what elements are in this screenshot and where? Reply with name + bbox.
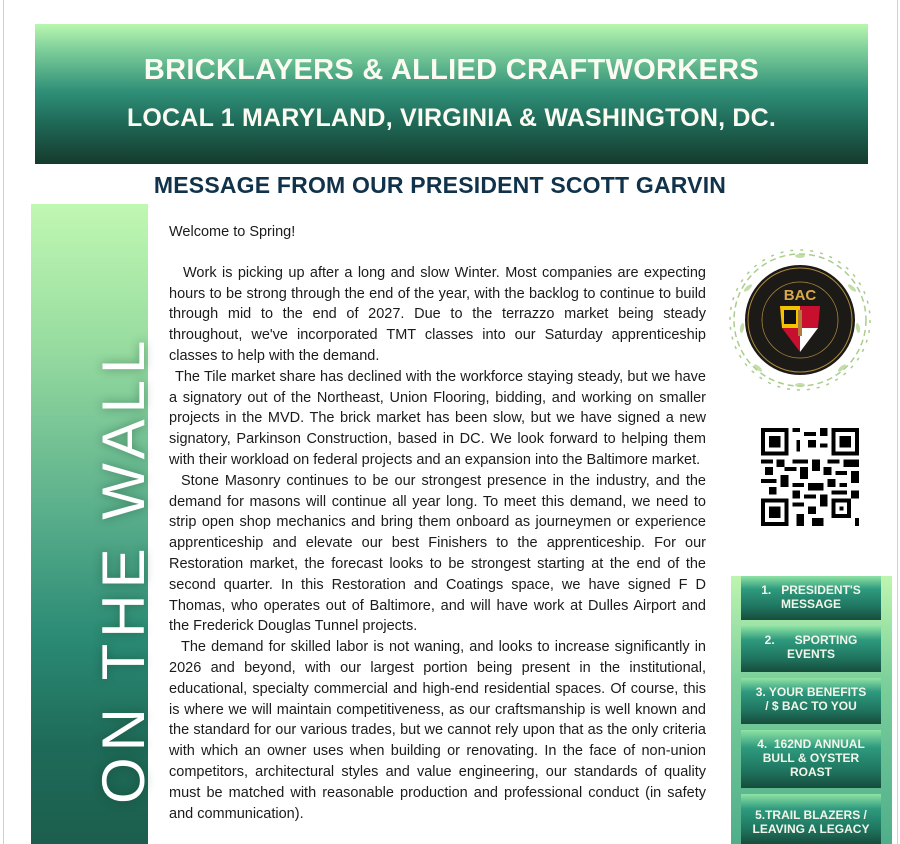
toc-item-line: BULL & OYSTER [762,751,860,765]
bac-seal-logo-icon [728,248,872,392]
article-paragraph: The demand for skilled labor is not waning, and looks to increase significantly in 2026 and beyond, with our largest portion being present in the institutional, educational, specialty commercial and high-end residential spaces. Of course, this is where we will maintain competitiveness, as our craftsmanship is well known and the standard for our various trades, but we cannot rely upon that as the only criteria with which an owner uses when building or renovating. In the face of non-union competitors, architectural styles and value engineering, our standards of quality must be matched with reasonable production and professional conduct (in safety and communication). [169,639,706,822]
toc-item-line: MESSAGE [780,597,841,611]
side-banner-text: ON THE WALL [90,334,157,804]
toc-item-line: 1. PRESIDENT'S [761,583,861,597]
table-of-contents [731,576,892,844]
toc-item-sporting-events[interactable] [741,626,881,672]
page-border-left [3,0,4,844]
president-message-article [169,222,706,824]
side-banner [31,204,157,844]
toc-item-presidents-message[interactable] [741,576,881,620]
toc-item-line: / $ BAC TO YOU [765,699,857,713]
article-greeting: Welcome to Spring! [169,224,296,240]
section-heading: MESSAGE FROM OUR PRESIDENT SCOTT GARVIN [153,172,727,198]
svg-text:BAC: BAC [783,287,817,304]
article-paragraph: The Tile market share has declined with the workforce staying steady, but we have a signatory out of the Northeast, Union Flooring, bidding, and working on smaller projects in the MVD. The brick market has been slow, but we have signed a new signatory, Parkinson Construction, based in DC. We look forward to helping them with their workload on federal projects and an expansion into the Baltimore market. [169,368,706,468]
article-paragraph: Work is picking up after a long and slow Winter. Most companies are expecting hours to be strong through the end of the year, with the backlog to continue to build through mid to the end of 2027. Due to the terrazzo market being steady throughout, we've incorporated TMT classes into our Saturday apprenticeship classes to help with the demand. [169,264,706,364]
header-title: BRICKLAYERS & ALLIED CRAFTWORKERS [143,54,760,86]
toc-item-line: 5.TRAIL BLAZERS / [755,808,867,822]
page-border-right [897,0,898,844]
toc-item-line: 3. YOUR BENEFITS [755,685,867,699]
header-banner [35,24,868,164]
toc-item-bull-oyster-roast[interactable] [741,730,881,788]
toc-item-your-benefits[interactable] [741,678,881,724]
toc-item-line: EVENTS [786,647,835,661]
toc-item-line: ROAST [790,765,832,779]
header-subtitle: LOCAL 1 MARYLAND, VIRGINIA & WASHINGTON, DC. [126,104,777,132]
toc-item-trail-blazers[interactable] [741,794,881,844]
toc-item-line: 4. 162ND ANNUAL [757,737,865,751]
qr-code-icon[interactable] [760,428,860,526]
toc-item-line: LEAVING A LEGACY [752,822,870,836]
article-paragraph: Stone Masonry continues to be our strongest presence in the industry, and the demand for masons will continue all year long. To meet this demand, we need to strip open shop mechanics and bring them onboard as journeymen or experience apprenticeship and elevate our best Finishers to the apprenticeship. For our Restoration market, the forecast looks to be strongest starting at the end of the second quarter. In this Restoration and Coatings space, we have signed F D Thomas, who operates out of Baltimore, and will have work at Dulles Airport and the Frederick Douglas Tunnel projects. [169,472,706,635]
toc-item-line: 2. SPORTING [764,633,858,647]
